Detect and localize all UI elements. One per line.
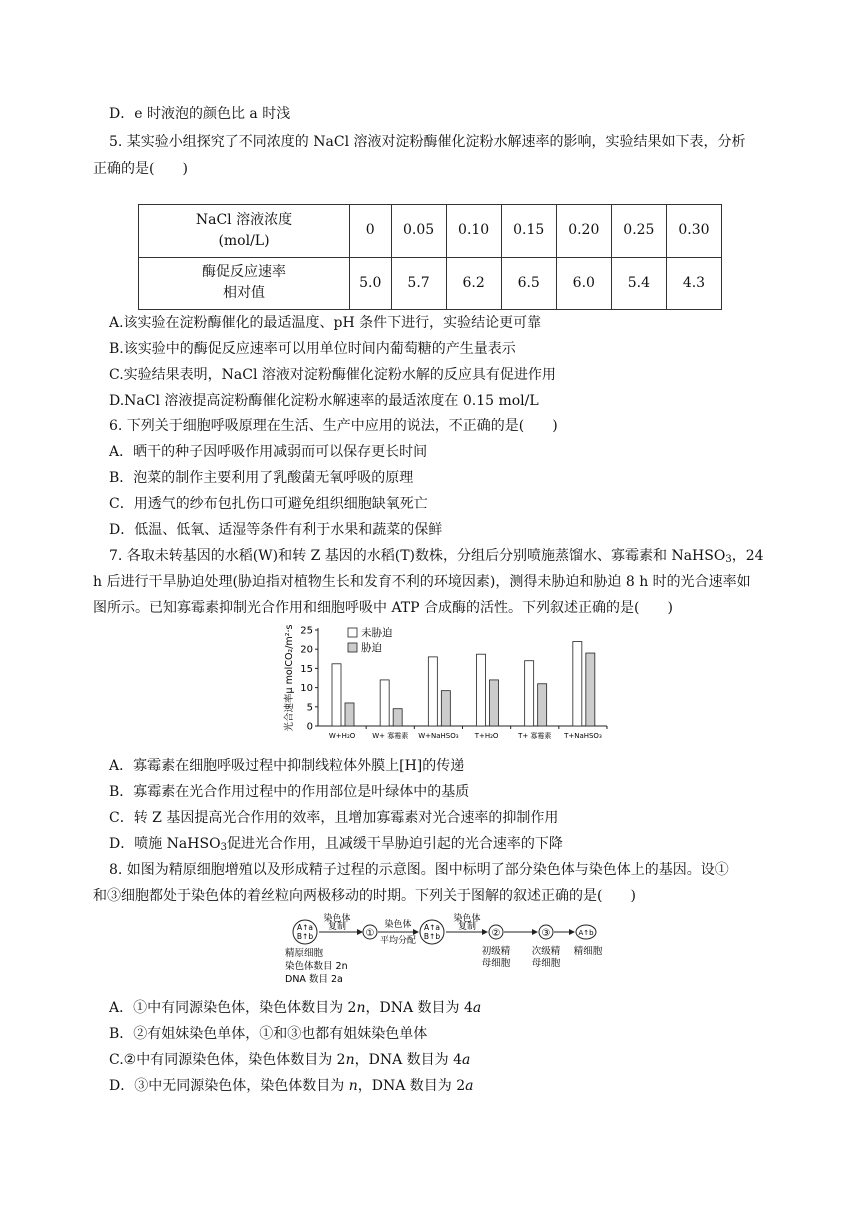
row1-label-a: NaCl 溶液浓度 [195, 211, 293, 228]
y-tick-label: 10 [300, 683, 313, 695]
table-cell: 5.4 [611, 257, 666, 310]
node2-label: ② [491, 928, 501, 939]
label-dna-count: DNA 数目 2a [285, 974, 343, 985]
bar [477, 654, 486, 726]
q7-stem-line1-tail: ，24 [731, 548, 764, 564]
table-cell: 6.2 [446, 257, 501, 310]
q8-option-d-text: D．③中无同源染色体，染色体数目为 [109, 1078, 349, 1094]
table-cell: 0.30 [666, 205, 721, 258]
nacl-table [138, 204, 722, 310]
q7-option-d-text: D．喷施 NaHSO [109, 836, 221, 852]
bar [345, 703, 354, 726]
table-cell: 6.5 [501, 257, 556, 310]
q8-stem-line2: 和③细胞都处于染色体的着丝粒向两极移动的时期。下列关于图解的叙述正确的是( ) [93, 888, 636, 904]
q8-option-d [109, 1076, 473, 1096]
label-secondary-b: 母细胞 [531, 958, 561, 969]
q5-option-a: A.该实验在淀粉酶催化的最适温度、pH 条件下进行，实验结论更可靠 [109, 315, 542, 331]
label-chromosome-count: 染色体数目 2n [285, 961, 348, 972]
x-tick-label: T+ 寡霉素 [518, 732, 552, 740]
subscript: 3 [220, 842, 227, 853]
q8-option-a-text: A．①中有同源染色体，染色体数目为 2 [109, 1000, 357, 1016]
q5-stem-line1: 5. 某实验小组探究了不同浓度的 NaCl 溶液对淀粉酶催化淀粉水解速率的影响，实验结果如下表，分析 [109, 134, 746, 150]
cell1-gene-bottom: B↑b [296, 932, 314, 941]
diagram-svg [282, 912, 612, 990]
bar [573, 642, 582, 726]
y-tick-label: 5 [306, 702, 313, 714]
q7-stem-line1 [109, 546, 764, 566]
q8-option-a [109, 998, 481, 1018]
label-primary-b: 母细胞 [481, 958, 511, 969]
q6-option-c: C．用透气的纱布包扎伤口可避免组织细胞缺氧死亡 [109, 496, 428, 512]
q4-option-d: D．e 时液泡的颜色比 a 时浅 [109, 106, 291, 122]
label-spermatid: 精细胞 [573, 946, 603, 957]
q7-option-b: B．寡霉素在光合作用过程中的作用部位是叶绿体中的基质 [109, 784, 470, 800]
arrow1-top-label: 染色体 [323, 914, 351, 924]
row2-label-b: 相对值 [223, 285, 265, 302]
bar [428, 657, 437, 726]
cell2-gene-bottom: B↑b [423, 932, 441, 941]
x-tick-label: W+H₂O [328, 732, 356, 740]
x-tick-label: W+NaHSO₃ [418, 732, 459, 740]
table-cell: 0.25 [611, 205, 666, 258]
bar [490, 680, 499, 726]
chart-svg [282, 622, 612, 742]
y-axis-label: 光合速率μ molCO₂/m²·s [284, 624, 295, 732]
subscript: 3 [725, 554, 732, 565]
arrow3-top-label: 染色体 [453, 914, 481, 924]
table-cell: 0.15 [501, 205, 556, 258]
x-tick-label: T+NaHSO₃ [564, 732, 602, 740]
q7-stem-line1-text: 7. 各取未转基因的水稻(W)和转 Z 基因的水稻(T)数株，分组后分别喷施蒸馏水、寡霉素和 NaHSO [109, 548, 726, 564]
table-row [139, 205, 722, 258]
q6-stem: 6. 下列关于细胞呼吸原理在生活、生产中应用的说法，不正确的是( ) [109, 418, 558, 434]
arrow2-bottom-label: 平均分配 [379, 936, 417, 946]
var-a: a [462, 1052, 471, 1068]
cell2-gene-top: A↑a [423, 923, 441, 932]
table-cell: 4.3 [666, 257, 721, 310]
q8-option-c-text: C.②中有同源染色体，染色体数目为 2 [109, 1052, 346, 1068]
table-cell: 6.0 [556, 257, 611, 310]
q5-option-d: D.NaCl 溶液提高淀粉酶催化淀粉水解速率的最适浓度在 0.15 mol/L [109, 393, 539, 409]
q6-option-b: B．泡菜的制作主要利用了乳酸菌无氧呼吸的原理 [109, 470, 414, 486]
q8-option-d-mid: ，DNA 数目为 2 [357, 1078, 466, 1094]
x-tick-label: W+ 寡霉素 [372, 732, 409, 740]
var-n: n [345, 1052, 355, 1068]
bar [538, 684, 547, 726]
var-a: a [465, 1078, 474, 1094]
q5-option-b: B.该实验中的酶促反应速率可以用单位时间内葡萄糖的产生量表示 [109, 341, 516, 357]
cell3-gene: A↑b [578, 929, 594, 937]
y-tick-label: 25 [300, 625, 313, 637]
arrow2-top-label: 染色体 [384, 920, 412, 930]
bar [393, 709, 402, 726]
var-n: n [348, 1078, 358, 1094]
var-a: a [472, 1000, 482, 1016]
q8-stem-line1: 8. 如图为精原细胞增殖以及形成精子过程的示意图。图中标明了部分染色体与染色体上的基因。设① [109, 862, 729, 878]
label-primary-a: 初级精 [481, 946, 511, 957]
table-header-cell [139, 257, 350, 310]
table-cell: 0.05 [391, 205, 446, 258]
cell1-gene-top: A↑a [296, 923, 314, 932]
table-cell: 5.7 [391, 257, 446, 310]
table-cell: 0 [350, 205, 392, 258]
node3-label: ③ [541, 928, 551, 939]
q6-option-a: A．晒干的种子因呼吸作用减弱而可以保存更长时间 [109, 444, 428, 460]
q7-option-a: A．寡霉素在细胞呼吸过程中抑制线粒体外膜上[H]的传递 [109, 758, 465, 774]
q7-stem-line2: h 后进行干旱胁迫处理(胁迫指对植物生长和发育不利的环境因素)，测得未胁迫和胁迫 8 h 时的光合速率如 [93, 574, 751, 590]
q7-option-d [109, 834, 563, 854]
arrow1-bottom-label: 复制 [327, 922, 347, 932]
node1-label: ① [365, 928, 375, 939]
legend-label: 胁迫 [361, 642, 382, 654]
bar [441, 691, 450, 726]
bar [586, 653, 595, 726]
y-tick-label: 20 [300, 644, 313, 656]
bar [332, 664, 341, 726]
y-tick-label: 0 [306, 721, 313, 733]
photosynthesis-chart [282, 622, 612, 742]
legend-swatch [348, 628, 357, 637]
q8-option-c [109, 1050, 470, 1070]
q8-option-c-mid: ，DNA 数目为 4 [354, 1052, 463, 1068]
label-secondary-a: 次级精 [531, 946, 561, 957]
q7-option-c: C．转 Z 基因提高光合作用的效率，且增加寡霉素对光合速率的抑制作用 [109, 810, 559, 826]
y-tick-label: 15 [300, 663, 313, 675]
q8-option-b: B．②有姐妹染色单体，①和③也都有姐妹染色单体 [109, 1026, 428, 1042]
bar [380, 680, 389, 726]
bar [525, 661, 534, 726]
arrow3-bottom-label: 复制 [457, 922, 477, 932]
spermatogenesis-diagram [282, 912, 612, 990]
q7-stem-line3: 图所示。已知寡霉素抑制光合作用和细胞呼吸中 ATP 合成酶的活性。下列叙述正确的是( ) [93, 600, 673, 616]
q5-stem-line2: 正确的是( ) [93, 161, 188, 177]
label-spermatogonium: 精原细胞 [285, 948, 324, 959]
q8-option-a-mid: ，DNA 数目为 4 [365, 1000, 473, 1016]
table-header-cell [139, 205, 350, 258]
row2-label-a: 酶促反应速率 [202, 264, 286, 281]
q7-option-d-tail: 促进光合作用，且减缓干旱胁迫引起的光合速率的下降 [226, 836, 563, 852]
table-cell: 5.0 [350, 257, 392, 310]
legend-swatch [348, 643, 357, 652]
legend-label: 未胁迫 [361, 627, 393, 639]
row1-label-b: (mol/L) [218, 232, 270, 249]
q6-option-d: D．低温、低氧、适湿等条件有利于水果和蔬菜的保鲜 [109, 522, 443, 538]
var-n: n [356, 1000, 366, 1016]
table-cell: 0.20 [556, 205, 611, 258]
table-cell: 0.10 [446, 205, 501, 258]
q5-option-c: C.实验结果表明，NaCl 溶液对淀粉酶催化淀粉水解的反应具有促进作用 [109, 367, 556, 383]
table-row [139, 257, 722, 310]
x-tick-label: T+H₂O [474, 732, 499, 740]
